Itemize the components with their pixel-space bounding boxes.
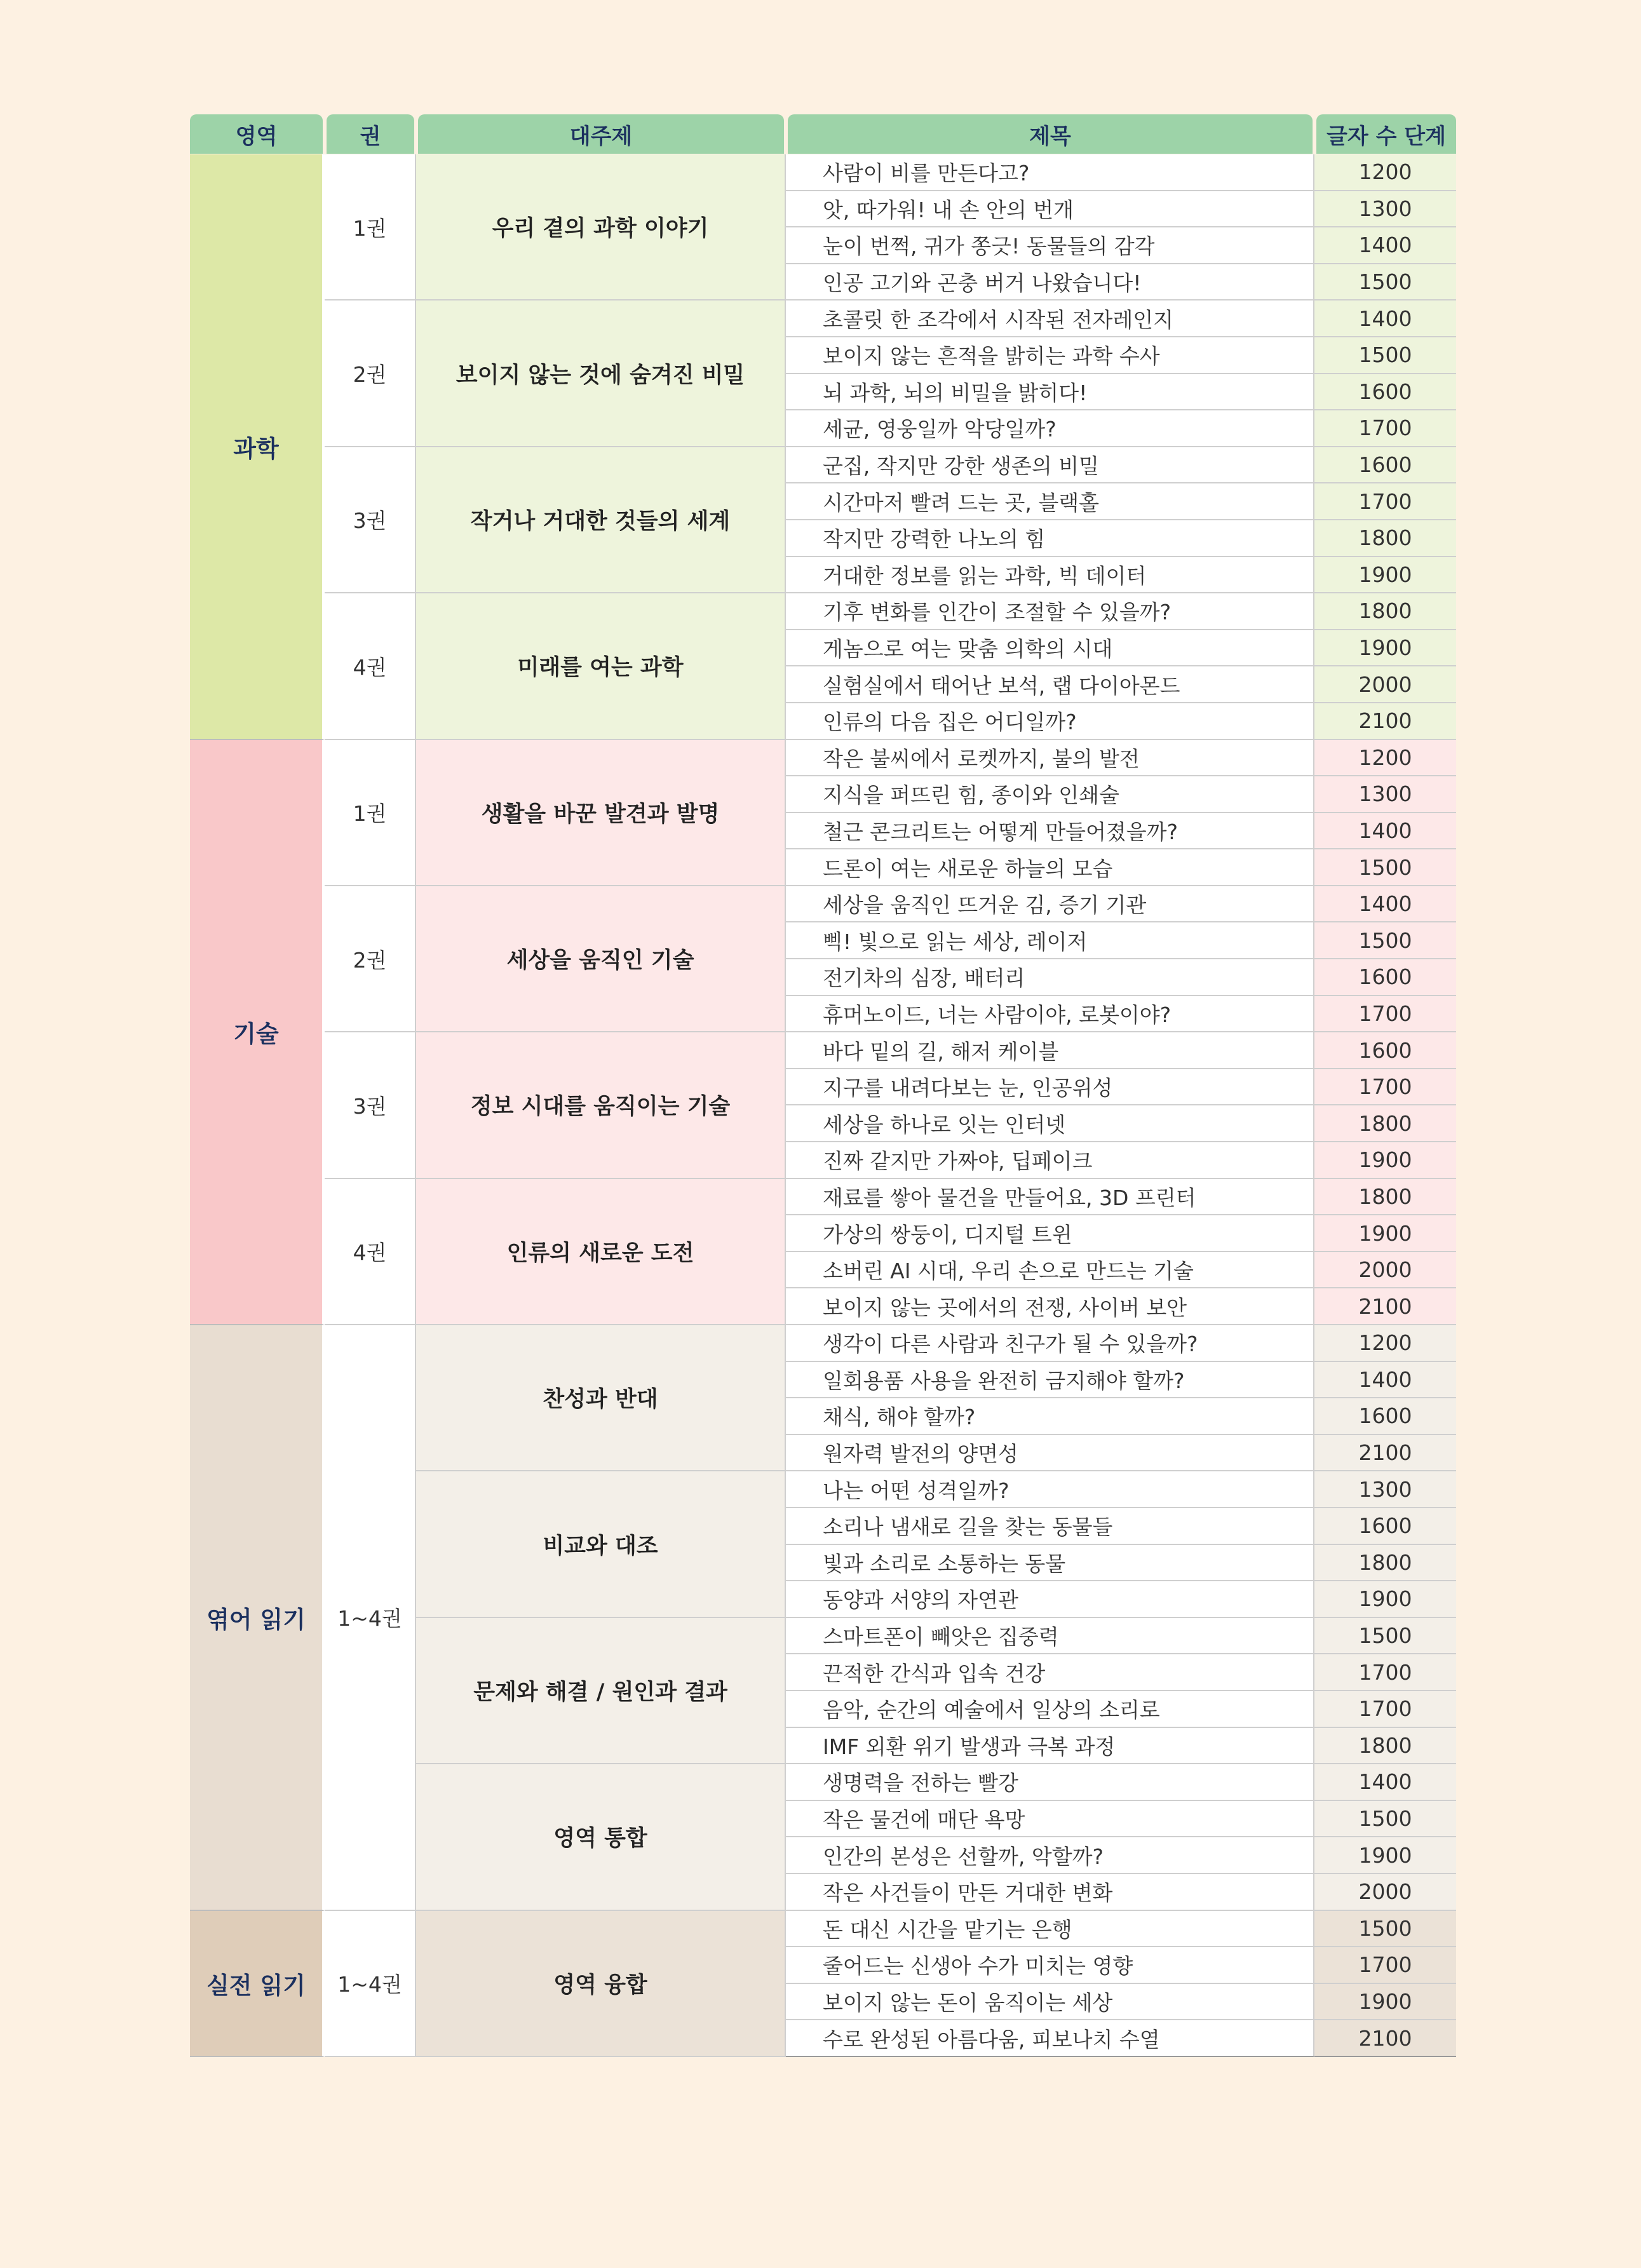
level-cell: 1400 (1314, 227, 1456, 264)
table-row (190, 1325, 1456, 1362)
title-cell: 군집, 작지만 강한 생존의 비밀 (786, 447, 1314, 484)
header-volume (325, 114, 416, 154)
title-cell: 인간의 본성은 선할까, 악할까? (786, 1837, 1314, 1874)
level-cell: 1700 (1314, 996, 1456, 1033)
title-cell: 소리나 냄새로 길을 찾는 동물들 (786, 1508, 1314, 1545)
area-cell: 기술 (190, 740, 325, 1326)
title-cell: 드론이 여는 새로운 하늘의 모습 (786, 849, 1314, 886)
title-cell: 지식을 퍼뜨린 힘, 종이와 인쇄술 (786, 776, 1314, 813)
title-cell: 채식, 해야 할까? (786, 1398, 1314, 1435)
area-cell: 실전 읽기 (190, 1911, 325, 2057)
header-title-label: 제목 (788, 114, 1313, 154)
title-cell: 기후 변화를 인간이 조절할 수 있을까? (786, 593, 1314, 630)
header-level (1314, 114, 1456, 154)
level-cell: 1500 (1314, 849, 1456, 886)
volume-cell: 1권 (325, 740, 416, 886)
title-cell: 소버린 AI 시대, 우리 손으로 만드는 기술 (786, 1252, 1314, 1289)
table-row (190, 593, 1456, 630)
level-cell: 1600 (1314, 1508, 1456, 1545)
title-cell: 끈적한 간식과 입속 건강 (786, 1654, 1314, 1691)
title-cell: 작지만 강력한 나노의 힘 (786, 520, 1314, 557)
level-cell: 1700 (1314, 410, 1456, 447)
level-cell: 2000 (1314, 666, 1456, 703)
title-cell: IMF 외환 위기 발생과 극복 과정 (786, 1728, 1314, 1765)
level-cell: 2100 (1314, 1435, 1456, 1472)
title-cell: 생명력을 전하는 빨강 (786, 1764, 1314, 1801)
level-cell: 1600 (1314, 1032, 1456, 1069)
title-cell: 바다 밑의 길, 해저 케이블 (786, 1032, 1314, 1069)
level-cell: 1600 (1314, 959, 1456, 996)
title-cell: 앗, 따가워! 내 손 안의 번개 (786, 191, 1314, 228)
level-cell: 1800 (1314, 1179, 1456, 1216)
header-theme-label: 대주제 (418, 114, 784, 154)
area-cell: 엮어 읽기 (190, 1325, 325, 1911)
level-cell: 2100 (1314, 2020, 1456, 2057)
volume-cell: 4권 (325, 593, 416, 739)
header-area (190, 114, 325, 154)
level-cell: 1800 (1314, 1545, 1456, 1582)
title-cell: 눈이 번쩍, 귀가 쫑긋! 동물들의 감각 (786, 227, 1314, 264)
title-cell: 휴머노이드, 너는 사람이야, 로봇이야? (786, 996, 1314, 1033)
title-cell: 보이지 않는 돈이 움직이는 세상 (786, 1984, 1314, 2021)
title-cell: 생각이 다른 사람과 친구가 될 수 있을까? (786, 1325, 1314, 1362)
theme-cell: 영역 융합 (416, 1911, 786, 2057)
volume-cell: 1~4권 (325, 1325, 416, 1911)
theme-cell: 세상을 움직인 기술 (416, 886, 786, 1032)
level-cell: 1500 (1314, 922, 1456, 959)
title-cell: 작은 물건에 매단 욕망 (786, 1801, 1314, 1838)
title-cell: 빛과 소리로 소통하는 동물 (786, 1545, 1314, 1582)
table-row (190, 154, 1456, 191)
title-cell: 뇌 과학, 뇌의 비밀을 밝히다! (786, 374, 1314, 411)
title-cell: 가상의 쌍둥이, 디지털 트윈 (786, 1215, 1314, 1252)
title-cell: 게놈으로 여는 맞춤 의학의 시대 (786, 630, 1314, 667)
level-cell: 1800 (1314, 520, 1456, 557)
level-cell: 1500 (1314, 264, 1456, 301)
level-cell: 2100 (1314, 1288, 1456, 1325)
level-cell: 1600 (1314, 374, 1456, 411)
theme-cell: 작거나 거대한 것들의 세계 (416, 447, 786, 593)
level-cell: 1500 (1314, 337, 1456, 374)
level-cell: 1700 (1314, 1069, 1456, 1106)
level-cell: 1400 (1314, 813, 1456, 850)
title-cell: 세상을 움직인 뜨거운 김, 증기 기관 (786, 886, 1314, 923)
level-cell: 1600 (1314, 447, 1456, 484)
table-header (190, 114, 1456, 154)
title-cell: 원자력 발전의 양면성 (786, 1435, 1314, 1472)
table-body (190, 154, 1456, 2057)
theme-cell: 찬성과 반대 (416, 1325, 786, 1471)
title-cell: 철근 콘크리트는 어떻게 만들어졌을까? (786, 813, 1314, 850)
title-cell: 세상을 하나로 잇는 인터넷 (786, 1105, 1314, 1142)
title-cell: 삑! 빛으로 읽는 세상, 레이저 (786, 922, 1314, 959)
title-cell: 인공 고기와 곤충 버거 나왔습니다! (786, 264, 1314, 301)
level-cell: 1900 (1314, 1215, 1456, 1252)
title-cell: 지구를 내려다보는 눈, 인공위성 (786, 1069, 1314, 1106)
level-cell: 1900 (1314, 557, 1456, 594)
title-cell: 초콜릿 한 조각에서 시작된 전자레인지 (786, 300, 1314, 337)
title-cell: 일회용품 사용을 완전히 금지해야 할까? (786, 1362, 1314, 1399)
level-cell: 1700 (1314, 1947, 1456, 1984)
title-cell: 보이지 않는 흔적을 밝히는 과학 수사 (786, 337, 1314, 374)
volume-cell: 3권 (325, 1032, 416, 1178)
theme-cell: 인류의 새로운 도전 (416, 1179, 786, 1325)
volume-cell: 1권 (325, 154, 416, 300)
table-row (190, 740, 1456, 777)
level-cell: 1300 (1314, 191, 1456, 228)
table-row (190, 1032, 1456, 1069)
theme-cell: 보이지 않는 것에 숨겨진 비밀 (416, 300, 786, 447)
header-level-label: 글자 수 단계 (1316, 114, 1456, 154)
header-area-label: 영역 (190, 114, 323, 154)
level-cell: 1500 (1314, 1618, 1456, 1655)
title-cell: 시간마저 빨려 드는 곳, 블랙홀 (786, 483, 1314, 520)
level-cell: 1200 (1314, 740, 1456, 777)
level-cell: 1500 (1314, 1801, 1456, 1838)
volume-cell: 4권 (325, 1179, 416, 1325)
theme-cell: 정보 시대를 움직이는 기술 (416, 1032, 786, 1178)
level-cell: 1700 (1314, 1654, 1456, 1691)
title-cell: 수로 완성된 아름다움, 피보나치 수열 (786, 2020, 1314, 2057)
level-cell: 1900 (1314, 1142, 1456, 1179)
level-cell: 1200 (1314, 1325, 1456, 1362)
title-cell: 스마트폰이 빼앗은 집중력 (786, 1618, 1314, 1655)
theme-cell: 생활을 바꾼 발견과 발명 (416, 740, 786, 886)
level-cell: 1900 (1314, 1581, 1456, 1618)
level-cell: 1800 (1314, 1728, 1456, 1765)
level-cell: 1500 (1314, 1911, 1456, 1948)
title-cell: 음악, 순간의 예술에서 일상의 소리로 (786, 1691, 1314, 1728)
table-row (190, 1179, 1456, 1216)
volume-cell: 2권 (325, 886, 416, 1032)
theme-cell: 문제와 해결 / 원인과 결과 (416, 1618, 786, 1764)
title-cell: 거대한 정보를 읽는 과학, 빅 데이터 (786, 557, 1314, 594)
level-cell: 2000 (1314, 1252, 1456, 1289)
header-title (786, 114, 1314, 154)
curriculum-table (190, 114, 1456, 2057)
volume-cell: 1~4권 (325, 1911, 416, 2057)
title-cell: 나는 어떤 성격일까? (786, 1471, 1314, 1508)
title-cell: 재료를 쌓아 물건을 만들어요, 3D 프린터 (786, 1179, 1314, 1216)
level-cell: 1600 (1314, 1398, 1456, 1435)
level-cell: 1300 (1314, 776, 1456, 813)
title-cell: 작은 사건들이 만든 거대한 변화 (786, 1874, 1314, 1911)
table-row (190, 1911, 1456, 1948)
title-cell: 보이지 않는 곳에서의 전쟁, 사이버 보안 (786, 1288, 1314, 1325)
level-cell: 1700 (1314, 1691, 1456, 1728)
curriculum-table-container (190, 114, 1456, 2057)
title-cell: 동양과 서양의 자연관 (786, 1581, 1314, 1618)
title-cell: 줄어드는 신생아 수가 미치는 영향 (786, 1947, 1314, 1984)
header-theme (416, 114, 786, 154)
level-cell: 1900 (1314, 1984, 1456, 2021)
level-cell: 1900 (1314, 1837, 1456, 1874)
area-cell: 과학 (190, 154, 325, 740)
level-cell: 1700 (1314, 483, 1456, 520)
level-cell: 2000 (1314, 1874, 1456, 1911)
level-cell: 1400 (1314, 886, 1456, 923)
title-cell: 실험실에서 태어난 보석, 랩 다이아몬드 (786, 666, 1314, 703)
level-cell: 1800 (1314, 593, 1456, 630)
level-cell: 1300 (1314, 1471, 1456, 1508)
theme-cell: 미래를 여는 과학 (416, 593, 786, 739)
title-cell: 전기차의 심장, 배터리 (786, 959, 1314, 996)
theme-cell: 비교와 대조 (416, 1471, 786, 1617)
title-cell: 인류의 다음 집은 어디일까? (786, 703, 1314, 740)
table-row (190, 300, 1456, 337)
title-cell: 세균, 영웅일까 악당일까? (786, 410, 1314, 447)
header-volume-label: 권 (327, 114, 414, 154)
level-cell: 1400 (1314, 300, 1456, 337)
level-cell: 1900 (1314, 630, 1456, 667)
volume-cell: 3권 (325, 447, 416, 593)
volume-cell: 2권 (325, 300, 416, 447)
level-cell: 1400 (1314, 1764, 1456, 1801)
title-cell: 사람이 비를 만든다고? (786, 154, 1314, 191)
title-cell: 진짜 같지만 가짜야, 딥페이크 (786, 1142, 1314, 1179)
title-cell: 작은 불씨에서 로켓까지, 불의 발전 (786, 740, 1314, 777)
table-row (190, 447, 1456, 484)
level-cell: 1400 (1314, 1362, 1456, 1399)
level-cell: 1200 (1314, 154, 1456, 191)
title-cell: 돈 대신 시간을 맡기는 은행 (786, 1911, 1314, 1948)
table-row (190, 886, 1456, 923)
level-cell: 1800 (1314, 1105, 1456, 1142)
theme-cell: 영역 통합 (416, 1764, 786, 1910)
level-cell: 2100 (1314, 703, 1456, 740)
theme-cell: 우리 곁의 과학 이야기 (416, 154, 786, 300)
